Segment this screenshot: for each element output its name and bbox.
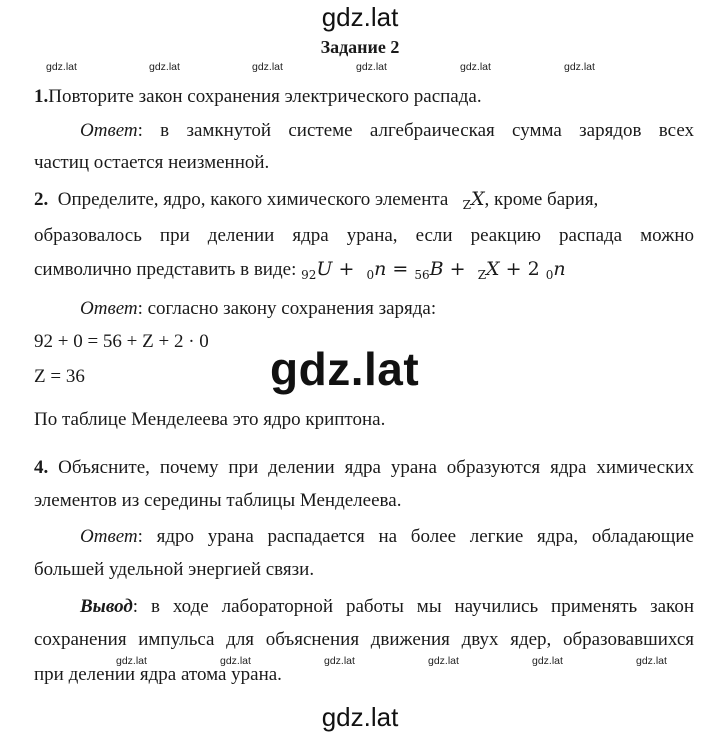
conclusion-2: По таблице Менделеева это ядро криптона. [34,409,386,430]
question-number: 1. [34,86,49,107]
page-title: Задание 2 [320,37,400,57]
watermark-small: gdz.lat [46,61,77,73]
answer-4: Ответ: ядро урана распадается на более легкие ядра, обладающие [80,526,694,547]
watermark-small: gdz.lat [460,61,491,73]
calculation-line-2: Z = 36 [34,366,85,387]
watermark-bottom: gdz.lat [321,702,399,732]
watermark-small: gdz.lat [564,61,595,73]
answer-2: Ответ: согласно закону сохранения заряда: [80,298,437,319]
summary-line2: сохранения импульса для объяснения движения двух ядер, образовавшихся [34,629,694,650]
watermark-small: gdz.lat [428,655,459,667]
calculation-line-1: 92 + 0 = 56 + Z + 2 · 0 [34,331,209,352]
watermark-small: gdz.lat [356,61,387,73]
watermark-small: gdz.lat [220,655,251,667]
watermark-center: gdz.lat [270,343,420,395]
reaction-equation: $_{92}$U + $_0$n = $_{56}$B + $_Z$X + 2 $_0$n [301,258,566,282]
answer-label: Ответ [80,120,138,141]
watermark-top: gdz.lat [321,2,399,32]
answer-1 [34,120,694,142]
watermark-small: gdz.lat [149,61,180,73]
summary-line1: Вывод: в ходе лабораторной работы мы научились применять закон [80,596,694,617]
question-4-line1: 4. Объясните, почему при делении ядра урана образуются ядра химических [34,457,694,478]
watermark-small: gdz.lat [252,61,283,73]
question-2-line1 [34,188,694,212]
question-number-2: 2. Определите, ядро, какого химического элемента $_Z$X, кроме бария, [34,188,599,212]
summary-line3: при делении ядра атома урана. [34,664,282,685]
answer-label: Ответ [80,526,138,547]
watermark-small: gdz.lat [636,655,667,667]
answer-4-line2: большей удельной энергией связи. [34,559,315,580]
answer-1-line2: частиц остается неизменной. [34,152,270,173]
question-1 [34,86,482,108]
question-2-line3: символично представить в виде: $_{92}$U + $_0$n = $_{56}$B + $_Z$X + 2 $_0$n [34,258,566,282]
answer-label: Ответ [80,298,138,319]
watermark-small: gdz.lat [324,655,355,667]
question-4-line2: элементов из середины таблицы Менделеева. [34,490,402,511]
question-text: Повторите закон сохранения электрического распада. [48,86,482,107]
answer-text: : в замкнутой системе алгебраическая сумма зарядов всех [137,120,694,141]
watermark-small: gdz.lat [116,655,147,667]
watermark-small: gdz.lat [532,655,563,667]
summary-label: Вывод [80,596,133,617]
question-2-line2: образовалось при делении ядра урана, если реакцию распада можно [34,225,694,246]
